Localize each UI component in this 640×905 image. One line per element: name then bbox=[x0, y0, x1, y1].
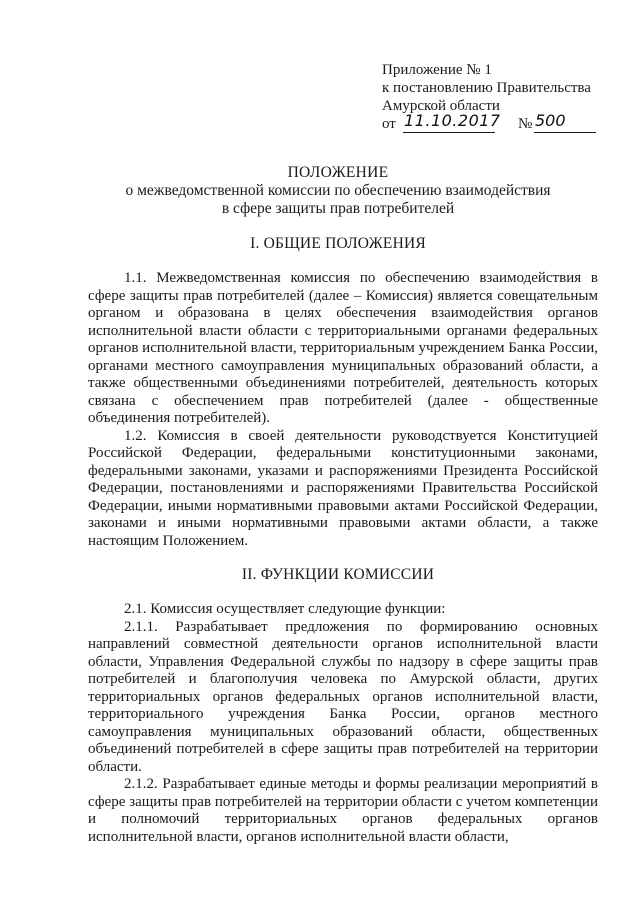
annex-line-1: Приложение № 1 bbox=[382, 62, 492, 78]
paragraph-1-1: 1.1. Межведомственная комиссия по обеспечению взаимодействия в сфере защиты прав потребителей (далее – Комиссия) является совещательным органом и образована в целях обеспечения взаимодействия органов исполнительной власти области с территориальными органами федеральных органов исполнительной власти, территориальным учреждением Банка России, органами местного самоуправления муниципальных образований области, а также общественными объединениями потребителей, деятельность которых связана с обеспечением прав потребителей (далее - общественные объединения потребителей). bbox=[88, 270, 598, 426]
annex-line-2: к постановлению Правительства bbox=[382, 80, 591, 96]
paragraph-1-2: 1.2. Комиссия в своей деятельности руководствуется Конституцией Российской Федерации, федеральными конституционными законами, федеральными законами, указами и распоряжениями Президента Российской Федерации, постановлениями и распоряжениями Правительства Российской Федерации, иными нормативными правовыми актами Российской Федерации, законами и иными нормативными правовыми актами области, а также настоящим Положением. bbox=[88, 427, 598, 549]
document-title: ПОЛОЖЕНИЕ bbox=[287, 164, 389, 181]
section-2-body bbox=[88, 601, 598, 846]
date-prefix: от bbox=[382, 116, 396, 132]
paragraph-2-1-2: 2.1.2. Разрабатывает единые методы и формы реализации мероприятий в сфере защиты прав потребителей на территории области с учетом компетенции и полномочий территориальных органов федеральных органов исполнительной власти, органов исполнительной власти области, bbox=[88, 776, 598, 845]
number-underline bbox=[534, 132, 596, 133]
annex-line-3: Амурской области bbox=[382, 98, 500, 114]
paragraph-2-1: 2.1. Комиссия осуществляет следующие функции: bbox=[124, 601, 446, 617]
document-subtitle-line-2: в сфере защиты прав потребителей bbox=[221, 200, 455, 217]
annex-date-number-row bbox=[382, 111, 612, 135]
section-2-heading: II. ФУНКЦИИ КОМИССИИ bbox=[241, 566, 435, 583]
document-title-block bbox=[88, 164, 588, 218]
document-subtitle-line-1: о межведомственной комиссии по обеспечению взаимодействия bbox=[125, 182, 551, 199]
section-1-body bbox=[88, 270, 598, 550]
handwritten-number: 500 bbox=[535, 111, 566, 130]
handwritten-date: 11.10.2017 bbox=[404, 111, 501, 130]
annex-block bbox=[382, 61, 612, 135]
paragraph-2-1-1: 2.1.1. Разрабатывает предложения по формированию основных направлений совместной деятельности органов исполнительной власти области, Управления Федеральной службы по надзору в сфере защиты прав потребителей и благополучия человека по Амурской области, других территориальных органов федеральных органов исполнительной власти, территориального учреждения Банка России, органов местного самоуправления муниципальных образований области, общественных объединений потребителей в сфере защиты прав потребителей на территории области. bbox=[88, 618, 598, 775]
date-underline bbox=[403, 132, 495, 133]
section-1-heading: I. ОБЩИЕ ПОЛОЖЕНИЯ bbox=[250, 235, 426, 252]
number-prefix: № bbox=[518, 116, 533, 132]
